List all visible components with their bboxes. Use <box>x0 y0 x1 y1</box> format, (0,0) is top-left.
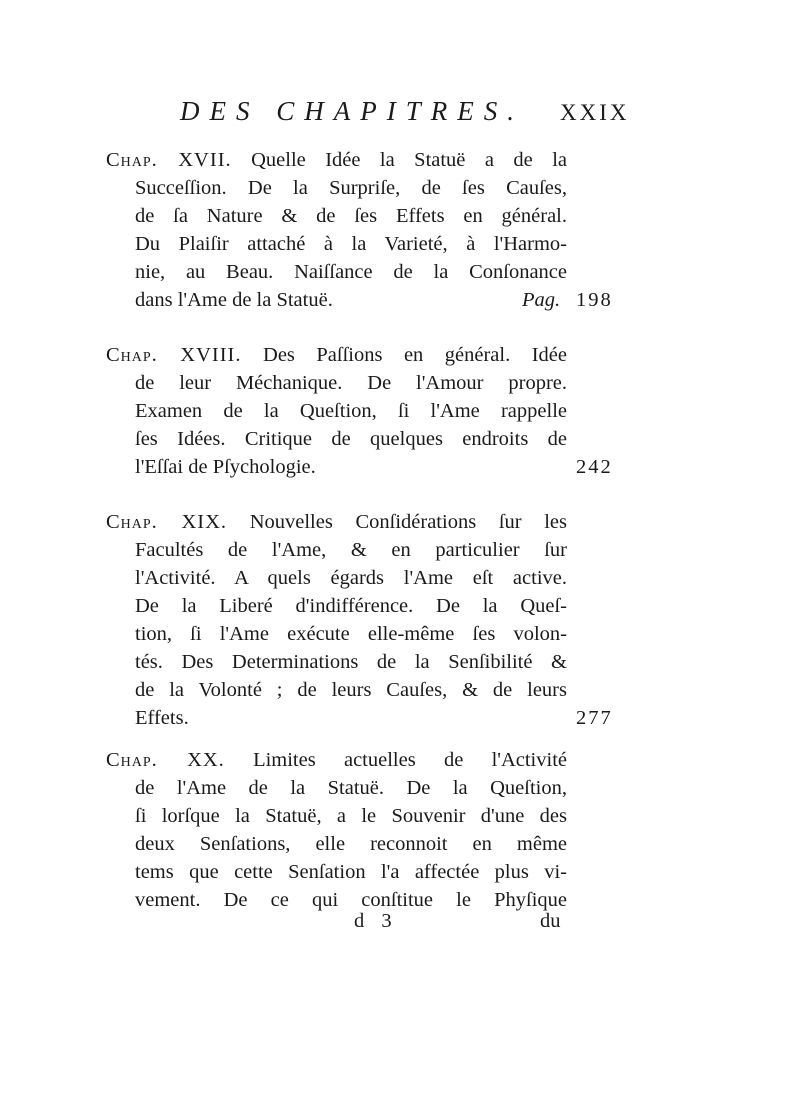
entry-line: De la Liberé d'indifférence. De la Queſ- <box>135 595 567 617</box>
entry-line <box>106 746 567 774</box>
entry-line: de la Volonté ; de leurs Cauſes, & de leurs <box>135 679 567 701</box>
chapter-label: Chap. XVIII. <box>106 344 242 366</box>
entry-line: deux Senſations, elle reconnoit en même <box>135 833 567 855</box>
running-head <box>0 96 800 136</box>
entry-line: Succeſſion. De la Surpriſe, de ſes Cauſes, <box>135 177 567 199</box>
entry-line: tés. Des Determinations de la Senſibilité & <box>135 651 567 673</box>
running-title: DES CHAPITRES. <box>180 96 524 126</box>
page-reference: 198 <box>576 289 613 311</box>
entry-line: tems que cette Senſation l'a affectée plus vi- <box>135 861 567 883</box>
entry-line: Du Plaiſir attaché à la Varieté, à l'Harmo- <box>135 233 567 255</box>
entry-line: Examen de la Queſtion, ſi l'Ame rappelle <box>135 400 567 422</box>
entry-text: Nouvelles Conſidérations ſur les <box>249 511 568 533</box>
signature-mark: d 3 <box>354 910 398 932</box>
chapter-label: Chap. XX. <box>106 749 225 771</box>
entry-line: de l'Ame de la Statuë. De la Queſtion, <box>135 777 567 799</box>
entry-line: vement. De ce qui conſtitue le Phyſique <box>135 889 567 911</box>
entry-line: l'Activité. A quels égards l'Ame eſt active. <box>135 567 567 589</box>
entry-line <box>106 508 567 536</box>
entry-line <box>106 341 567 369</box>
entry-text: Des Paſſions en général. Idée <box>263 344 567 366</box>
entry-line: nie, au Beau. Naiſſance de la Conſonance <box>135 261 567 283</box>
entry-line: Effets. <box>135 707 189 729</box>
chapter-label: Chap. XIX. <box>106 511 228 533</box>
page-abbreviation: Pag. <box>522 289 561 311</box>
entry-text: Limites actuelles de l'Activité <box>253 749 567 771</box>
catchword: du <box>540 910 561 932</box>
page-reference: 242 <box>576 456 613 478</box>
entry-line: Facultés de l'Ame, & en particulier ſur <box>135 539 567 561</box>
entry-line: ſi lorſque la Statuë, a le Souvenir d'une des <box>135 805 567 827</box>
chapter-label: Chap. XVII. <box>106 149 232 171</box>
entry-line: de leur Méchanique. De l'Amour propre. <box>135 372 567 394</box>
entry-line <box>106 146 567 174</box>
entry-text: Quelle Idée la Statuë a de la <box>251 149 567 171</box>
entry-line: ſes Idées. Critique de quelques endroits de <box>135 428 567 450</box>
entry-line: dans l'Ame de la Statuë. <box>135 289 333 311</box>
entry-line: l'Eſſai de Pſychologie. <box>135 456 316 478</box>
page-reference: 277 <box>576 707 613 729</box>
entry-line: tion, ſi l'Ame exécute elle-même ſes volon- <box>135 623 567 645</box>
entry-line: de ſa Nature & de ſes Effets en général. <box>135 205 567 227</box>
folio-number: XXIX <box>560 100 630 125</box>
